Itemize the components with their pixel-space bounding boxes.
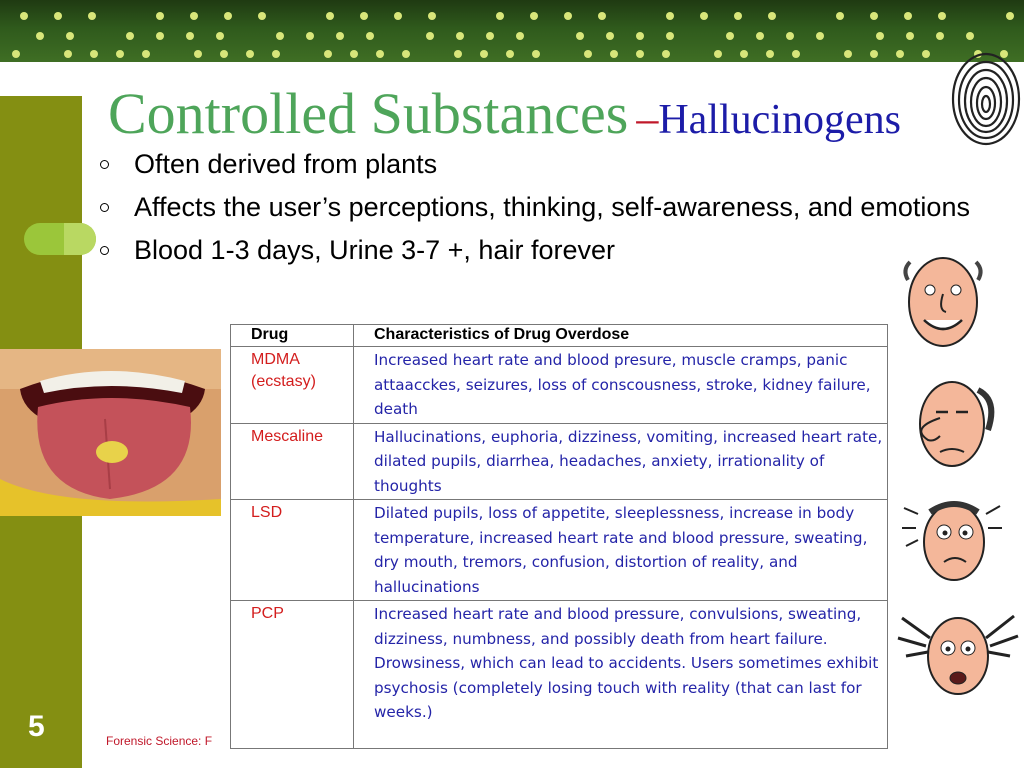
banner-dot [966, 32, 974, 40]
banner-dot [598, 12, 606, 20]
bullet-text: Often derived from plants [134, 149, 438, 179]
banner-dot [194, 50, 202, 58]
banner-dot [350, 50, 358, 58]
footer-text: Forensic Science: F [106, 734, 213, 748]
banner-dot [272, 50, 280, 58]
banner-dot [896, 50, 904, 58]
banner-dot [426, 32, 434, 40]
banner-dot [20, 12, 28, 20]
banner-dot [276, 32, 284, 40]
banner-dot [768, 12, 776, 20]
banner-dot [156, 32, 164, 40]
banner-dot [156, 12, 164, 20]
banner-dot [454, 50, 462, 58]
banner-dot [610, 50, 618, 58]
banner-dot [816, 32, 824, 40]
banner-dot [456, 32, 464, 40]
banner-dot [376, 50, 384, 58]
anxious-face-cartoon [900, 488, 1006, 584]
banner-dot [402, 50, 410, 58]
banner-dot [216, 32, 224, 40]
banner-dot [258, 12, 266, 20]
banner-dot [54, 12, 62, 20]
banner-dot [506, 50, 514, 58]
bullet-item [100, 234, 990, 267]
smiling-face-cartoon [898, 250, 988, 350]
banner-dot [306, 32, 314, 40]
table-row [231, 500, 888, 601]
header-characteristics: Characteristics of Drug Overdose [354, 325, 888, 347]
banner-dot [1006, 12, 1014, 20]
sidebar-pill-highlight [64, 223, 96, 255]
banner-dot [480, 50, 488, 58]
bullet-list [100, 148, 990, 277]
bullet-marker-icon [100, 246, 109, 255]
banner-dot [938, 12, 946, 20]
tongue-with-pill-photo [0, 349, 221, 516]
banner-dot [714, 50, 722, 58]
title-main: Controlled Substances [108, 81, 629, 146]
banner-dot [766, 50, 774, 58]
top-banner [0, 0, 1024, 62]
fingerprint-icon [950, 50, 1022, 148]
bullet-text: Affects the user’s perceptions, thinking, self-awareness, and emotions [134, 192, 970, 222]
slide-number: 5 [28, 710, 45, 743]
banner-dot [876, 32, 884, 40]
banner-dot [336, 32, 344, 40]
table-row [231, 347, 888, 424]
bullet-marker-icon [100, 160, 109, 169]
banner-dot [360, 12, 368, 20]
table-row [231, 601, 888, 749]
title-dash: – [636, 94, 659, 143]
banner-dot [532, 50, 540, 58]
banner-dot [126, 32, 134, 40]
banner-dot [88, 12, 96, 20]
banner-dot [756, 32, 764, 40]
banner-dot [36, 32, 44, 40]
banner-dot [186, 32, 194, 40]
banner-dot [12, 50, 20, 58]
banner-dot [66, 32, 74, 40]
drug-name-cell: MDMA (ecstasy) [231, 347, 354, 424]
banner-dot [666, 12, 674, 20]
banner-dot [324, 50, 332, 58]
banner-dot [394, 12, 402, 20]
banner-dot [428, 12, 436, 20]
drug-name-cell: Mescaline [231, 423, 354, 500]
banner-dot [486, 32, 494, 40]
drug-description-cell: Increased heart rate and blood pressure, convulsions, sweating, dizziness, numbness, and possibly death from heart failure. Drowsiness, which can lead to accidents. Users sometimes exhibit psychosis (completely losing touch with reality (that can last for weeks.) [354, 601, 888, 749]
drug-description-cell: Hallucinations, euphoria, dizziness, vomiting, increased heart rate, dilated pupils, diarrhea, headaches, anxiety, irrationality of thoughts [354, 423, 888, 500]
banner-dot [64, 50, 72, 58]
banner-dot [792, 50, 800, 58]
banner-dot [786, 32, 794, 40]
banner-dot [584, 50, 592, 58]
banner-dot [326, 12, 334, 20]
table-header-row [231, 325, 888, 347]
banner-dot [530, 12, 538, 20]
bullet-text: Blood 1-3 days, Urine 3-7 +, hair forever [134, 235, 615, 265]
dazed-face-cartoon [900, 370, 1000, 474]
banner-dot [220, 50, 228, 58]
banner-dot [726, 32, 734, 40]
drug-overdose-table [230, 324, 888, 749]
bullet-item [100, 148, 990, 181]
banner-dot [190, 12, 198, 20]
table-row [231, 423, 888, 500]
banner-dot [936, 32, 944, 40]
banner-dot [224, 12, 232, 20]
banner-dot [576, 32, 584, 40]
bullet-item [100, 191, 990, 224]
banner-dot [366, 32, 374, 40]
banner-dot [740, 50, 748, 58]
banner-dot [142, 50, 150, 58]
banner-dot [90, 50, 98, 58]
banner-dot [906, 32, 914, 40]
banner-dot [636, 32, 644, 40]
slide-title [108, 80, 901, 147]
drug-description-cell: Increased heart rate and blood presure, muscle cramps, panic attaacckes, seizures, loss of conscousness, stroke, kidney failure, death [354, 347, 888, 424]
banner-dot [246, 50, 254, 58]
drug-description-cell: Dilated pupils, loss of appetite, sleeplessness, increase in body temperature, increased heart rate and blood pressure, sweating, dry mouth, tremors, confusion, distortion of reality, and hallucinations [354, 500, 888, 601]
banner-dot [666, 32, 674, 40]
banner-dot [496, 12, 504, 20]
banner-dot [662, 50, 670, 58]
banner-dot [636, 50, 644, 58]
drug-name-cell: PCP [231, 601, 354, 749]
bullet-marker-icon [100, 203, 109, 212]
banner-dot [844, 50, 852, 58]
banner-dot [606, 32, 614, 40]
banner-dot [116, 50, 124, 58]
banner-dot [836, 12, 844, 20]
banner-dot [922, 50, 930, 58]
banner-dot [516, 32, 524, 40]
banner-dot [904, 12, 912, 20]
banner-dot [700, 12, 708, 20]
shocked-face-cartoon [896, 604, 1020, 698]
banner-dot [870, 12, 878, 20]
drug-name-cell: LSD [231, 500, 354, 601]
title-subtitle: Hallucinogens [658, 97, 901, 143]
banner-dot [734, 12, 742, 20]
header-drug: Drug [231, 325, 354, 347]
banner-dot [564, 12, 572, 20]
banner-dot [870, 50, 878, 58]
